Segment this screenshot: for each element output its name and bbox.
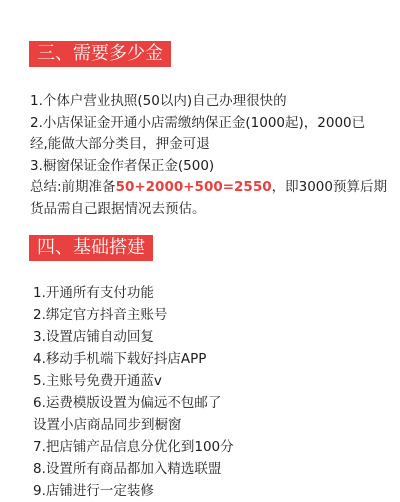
summary-highlight: 50+2000+500=2550 <box>115 179 272 195</box>
list-item: 4.移动手机端下载好抖店APP <box>33 351 207 367</box>
section-heading-setup: 四、基础搭建 <box>29 235 153 261</box>
text-line: 3.橱窗保证金作者保正金(500) <box>30 157 215 174</box>
section-body-funds <box>30 91 390 220</box>
section-body-setup <box>33 282 393 502</box>
text-line: 2.小店保证金开通小店需缴纳保正金(1000起)，2000已 <box>30 114 366 131</box>
list-item: 设置小店商品同步到橱窗 <box>33 417 182 433</box>
section-heading-funds: 三、需要多少金 <box>29 41 171 67</box>
summary-line-2: 货品需自己跟据情况去预估。 <box>30 200 206 217</box>
list-item: 3.设置店铺自动回复 <box>33 329 154 345</box>
text-line: 经,能做大部分类目，押金可退 <box>30 136 210 152</box>
summary-prefix: 总结:前期准备 <box>30 179 116 195</box>
list-item: 6.运费模版设置为偏远不包邮了 <box>33 395 222 411</box>
list-item: 8.设置所有商品都加入精选联盟 <box>33 461 222 477</box>
summary-suffix: ，即3000预算后期 <box>271 179 387 195</box>
list-item: 7.把店铺产品信息分优化到100分 <box>33 439 234 455</box>
list-item: 9.店铺进行一定装修 <box>33 483 154 499</box>
list-item: 5.主账号免费开通蓝v <box>33 373 162 389</box>
summary-line <box>30 177 390 199</box>
text-line: 1.个体户营业执照(50以内)自己办理很快的 <box>30 93 287 109</box>
list-item: 1.开通所有支付功能 <box>33 285 154 301</box>
list-item: 2.绑定官方抖音主账号 <box>33 307 168 323</box>
